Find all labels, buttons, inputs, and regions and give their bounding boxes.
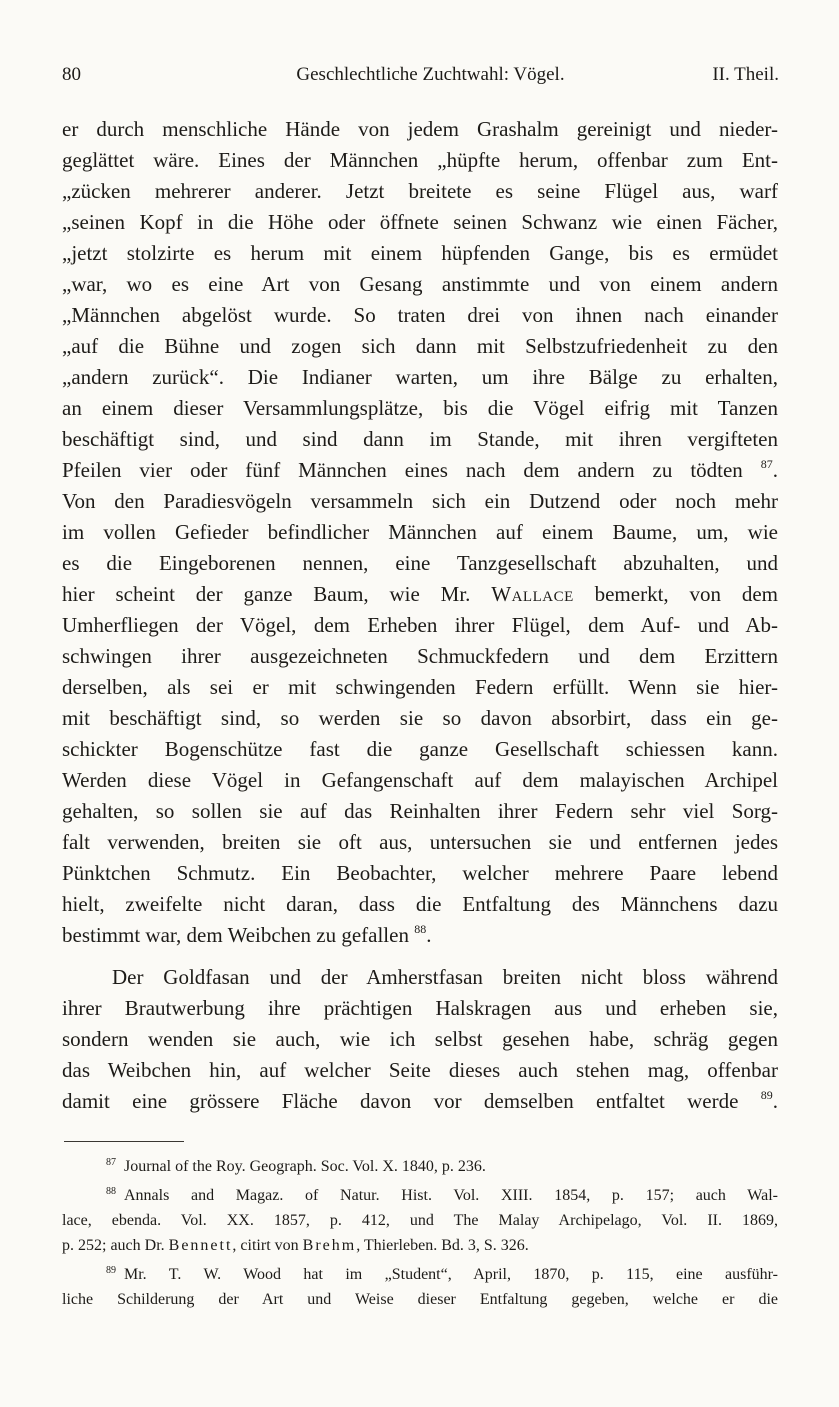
text-segment: . (772, 458, 778, 482)
text-segment: , citirt von (232, 1237, 299, 1254)
footnote-88 (62, 1183, 778, 1208)
text-line: ihrer Brautwerbung ihre prächtigen Halskragen aus und erheben sie, (62, 996, 778, 1020)
text-line: „zücken mehrerer anderer. Jetzt breitete es seine Flügel aus, warf (62, 179, 778, 203)
text-segment: , Thierleben. Bd. 3, S. 326. (356, 1237, 529, 1254)
text-line: „Männchen abgelöst wurde. So traten drei von ihnen nach einander (62, 303, 778, 327)
text-line: es die Eingeborenen nennen, eine Tanzgesellschaft abzuhalten, und (62, 551, 778, 575)
text-line: beschäftigt sind, und sind dann im Stande, mit ihren vergifteten (62, 427, 778, 451)
author-name: Bennett (168, 1237, 233, 1254)
text-line: das Weibchen hin, auf welcher Seite dieses auch stehen mag, offenbar (62, 1058, 778, 1082)
footnote-ref: 87 (760, 457, 773, 471)
footnote-mark: 87 (106, 1157, 116, 1168)
text-segment: . (426, 923, 432, 947)
footnote-87 (62, 1154, 778, 1179)
footnote-ref: 89 (760, 1088, 773, 1102)
footnote-mark: 88 (106, 1186, 116, 1197)
text-line (62, 579, 778, 610)
text-line: gehalten, so sollen sie auf das Reinhalten ihrer Federn sehr viel Sorg- (62, 799, 778, 823)
footnote-text: Journal of the Roy. Geograph. Soc. Vol. X. 1840, p. 236. (124, 1158, 486, 1175)
text-line: geglättet wäre. Eines der Männchen „hüpfte herum, offenbar zum Ent- (62, 148, 778, 172)
text-segment: hier scheint der ganze Baum, wie Mr. (62, 582, 471, 606)
text-line: „war, wo es eine Art von Gesang anstimmte und von einem andern (62, 272, 778, 296)
footnote-ref: 88 (414, 922, 427, 936)
text-line: „seinen Kopf in die Höhe oder öffnete seinen Schwanz wie einen Fächer, (62, 210, 778, 234)
running-header (62, 64, 779, 90)
text-segment: damit eine grössere Fläche davon vor demselben entfaltet werde (62, 1089, 739, 1113)
text-line: an einem dieser Versammlungsplätze, bis die Vögel eifrig mit Tanzen (62, 396, 778, 420)
text-line (62, 920, 778, 951)
footnote-line: lace, ebenda. Vol. XX. 1857, p. 412, und The Malay Archipelago, Vol. II. 1869, (62, 1212, 778, 1229)
text-line: sondern wenden sie auch, wie ich selbst gesehen habe, schräg gegen (62, 1027, 778, 1051)
footnote-89 (62, 1262, 778, 1287)
text-line: Von den Paradiesvögeln versammeln sich ein Dutzend oder noch mehr (62, 489, 778, 513)
text-line (62, 1086, 778, 1117)
text-line: mit beschäftigt sind, so werden sie so davon absorbirt, dass ein ge- (62, 706, 778, 730)
text-line (62, 455, 778, 486)
text-line: er durch menschliche Hände von jedem Grashalm gereinigt und nieder- (62, 117, 778, 141)
text-segment: bestimmt war, dem Weibchen zu gefallen (62, 923, 409, 947)
footnote-line: liche Schilderung der Art und Weise dieser Entfaltung gegeben, welche er die (62, 1291, 778, 1308)
text-line: schickter Bogenschütze fast die ganze Gesellschaft schiessen kann. (62, 737, 778, 761)
footnote-mark: 89 (106, 1265, 116, 1276)
text-line: Der Goldfasan und der Amherstfasan breiten nicht bloss während (112, 965, 778, 989)
part-label: II. Theil. (712, 64, 779, 85)
footnote-divider (64, 1141, 184, 1142)
page-number: 80 (62, 64, 81, 85)
text-segment: p. 252; auch Dr. (62, 1237, 165, 1254)
text-line: im vollen Gefieder befindlicher Männchen auf einem Baume, um, wie (62, 520, 778, 544)
author-name: Brehm (302, 1237, 357, 1254)
text-line: „andern zurück“. Die Indianer warten, um ihre Bälge zu erhalten, (62, 365, 778, 389)
text-line: hielt, zweifelte nicht daran, dass die Entfaltung des Männchens dazu (62, 892, 778, 916)
text-line: derselben, als sei er mit schwingenden Federn erfüllt. Wenn sie hier- (62, 675, 778, 699)
author-name: Wallace (491, 582, 574, 606)
text-line: Umherfliegen der Vögel, dem Erheben ihrer Flügel, dem Auf- und Ab- (62, 613, 778, 637)
footnote-line (62, 1233, 778, 1258)
running-title: Geschlechtliche Zuchtwahl: Vögel. (296, 64, 565, 85)
text-segment: Pfeilen vier oder fünf Männchen eines nach dem andern zu tödten (62, 458, 743, 482)
text-line: schwingen ihrer ausgezeichneten Schmuckfedern und dem Erzittern (62, 644, 778, 668)
text-line: Pünktchen Schmutz. Ein Beobachter, welcher mehrere Paare lebend (62, 861, 778, 885)
footnote-text: Annals and Magaz. of Natur. Hist. Vol. XIII. 1854, p. 157; auch Wal- (124, 1187, 778, 1204)
text-segment: . (772, 1089, 778, 1113)
text-line: Werden diese Vögel in Gefangenschaft auf dem malayischen Archipel (62, 768, 778, 792)
text-line: „auf die Bühne und zogen sich dann mit Selbstzufriedenheit zu den (62, 334, 778, 358)
text-line: „jetzt stolzirte es herum mit einem hüpfenden Gange, bis es ermüdet (62, 241, 778, 265)
text-segment: bemerkt, von dem (594, 582, 778, 606)
text-line: falt verwenden, breiten sie oft aus, untersuchen sie und entfernen jedes (62, 830, 778, 854)
footnote-text: Mr. T. W. Wood hat im „Student“, April, 1870, p. 115, eine ausführ- (124, 1266, 778, 1283)
